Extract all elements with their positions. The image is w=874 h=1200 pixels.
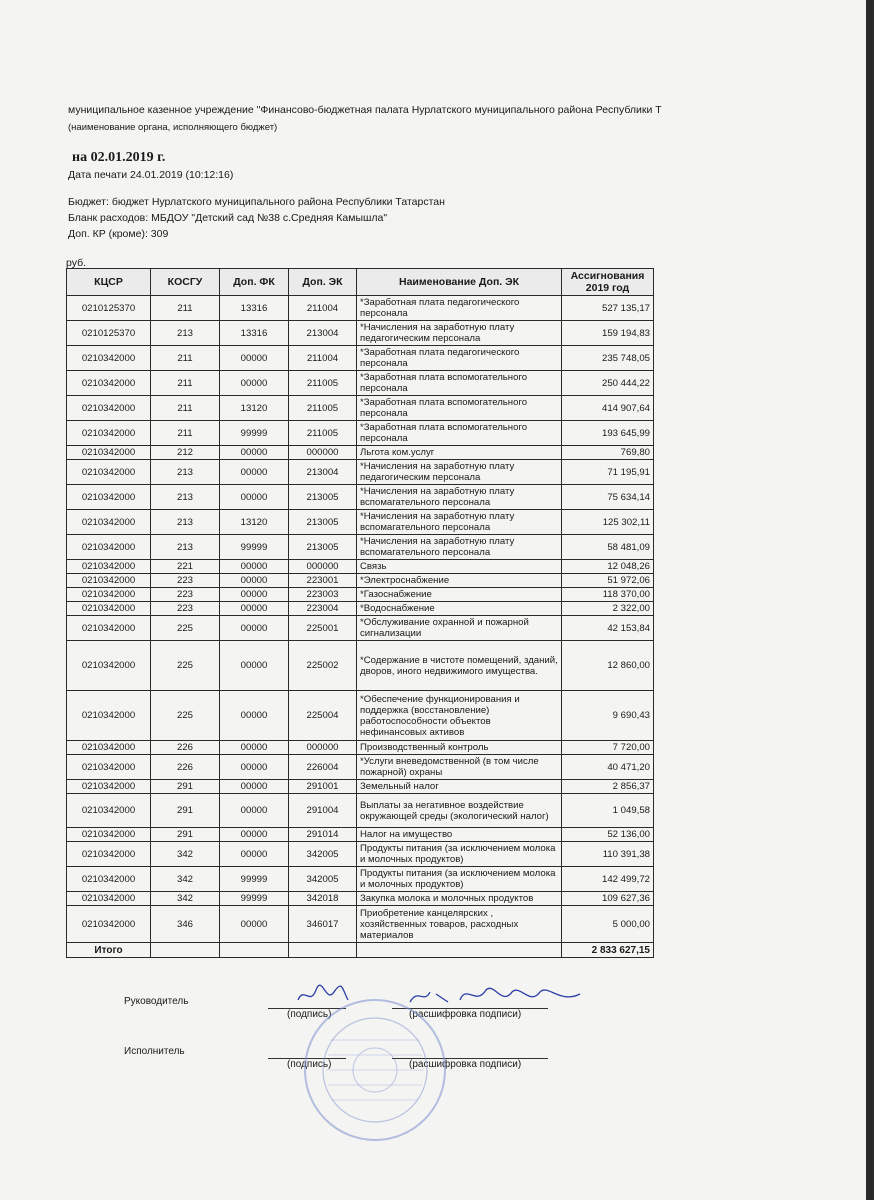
cell-kcsr: 0210342000 <box>67 842 151 867</box>
cell-kosgu: 211 <box>151 396 220 421</box>
table-row <box>67 867 654 892</box>
cell-kosgu: 213 <box>151 535 220 560</box>
cell-kosgu: 342 <box>151 842 220 867</box>
cell-dop-fk: 00000 <box>220 371 289 396</box>
cell-name: Выплаты за негативное воздействие окружающей среды (экологический налог) <box>357 794 562 828</box>
total-row <box>67 943 654 958</box>
cell-kosgu: 211 <box>151 371 220 396</box>
cell-dop-fk: 99999 <box>220 421 289 446</box>
cell-kcsr: 0210342000 <box>67 602 151 616</box>
cell-dop-ek: 291014 <box>289 828 357 842</box>
table-row <box>67 828 654 842</box>
col-kosgu: КОСГУ <box>151 269 220 296</box>
cell-dop-fk: 00000 <box>220 446 289 460</box>
table-row <box>67 321 654 346</box>
cell-kcsr: 0210342000 <box>67 560 151 574</box>
cell-dop-ek: 291004 <box>289 794 357 828</box>
cell-sum: 40 471,20 <box>562 755 654 780</box>
cell-sum: 51 972,06 <box>562 574 654 588</box>
cell-dop-fk: 13120 <box>220 396 289 421</box>
cell-sum: 58 481,09 <box>562 535 654 560</box>
cell-name: *Обеспечение функционирования и поддержка (восстановление) работоспособности объектов нефинансовых активов <box>357 691 562 741</box>
table-row <box>67 691 654 741</box>
table-row <box>67 396 654 421</box>
cell-name: *Начисления на заработную плату педагогическим персонала <box>357 321 562 346</box>
cell-dop-ek: 213004 <box>289 460 357 485</box>
table-row <box>67 574 654 588</box>
cell-name: *Заработная плата педагогического персонала <box>357 346 562 371</box>
table-row <box>67 421 654 446</box>
col-kcsr: КЦСР <box>67 269 151 296</box>
cell-name: Льгота ком.услуг <box>357 446 562 460</box>
budget-line: Бюджет: бюджет Нурлатского муниципального района Республики Татарстан <box>68 196 445 208</box>
cell-dop-ek: 213005 <box>289 535 357 560</box>
cell-sum: 52 136,00 <box>562 828 654 842</box>
table-row <box>67 535 654 560</box>
cell-name: Налог на имущество <box>357 828 562 842</box>
cell-sum: 71 195,91 <box>562 460 654 485</box>
executor-label: Исполнитель <box>124 1046 185 1057</box>
cell-dop-ek: 211004 <box>289 296 357 321</box>
cell-dop-fk: 00000 <box>220 560 289 574</box>
cell-kosgu: 211 <box>151 421 220 446</box>
table-row <box>67 780 654 794</box>
cell-dop-fk: 00000 <box>220 755 289 780</box>
cell-dop-ek: 213005 <box>289 485 357 510</box>
cell-dop-fk: 00000 <box>220 691 289 741</box>
cell-dop-fk: 13120 <box>220 510 289 535</box>
table-row <box>67 460 654 485</box>
col-dop-fk: Доп. ФК <box>220 269 289 296</box>
table-row <box>67 892 654 906</box>
table-row <box>67 485 654 510</box>
cell-kcsr: 0210342000 <box>67 906 151 943</box>
cell-dop-ek: 342018 <box>289 892 357 906</box>
cell-sum: 142 499,72 <box>562 867 654 892</box>
cell-name: *Услуги вневедомственной (в том числе пожарной) охраны <box>357 755 562 780</box>
cell-sum: 193 645,99 <box>562 421 654 446</box>
organization-caption: (наименование органа, исполняющего бюджет) <box>68 122 278 133</box>
cell-kcsr: 0210342000 <box>67 510 151 535</box>
cell-dop-fk: 00000 <box>220 828 289 842</box>
cell-dop-ek: 291001 <box>289 780 357 794</box>
cell-dop-fk: 00000 <box>220 588 289 602</box>
cell-dop-ek: 000000 <box>289 560 357 574</box>
print-date: Дата печати 24.01.2019 (10:12:16) <box>68 169 234 181</box>
cell-dop-ek: 226004 <box>289 755 357 780</box>
cell-name: *Начисления на заработную плату вспомагательного персонала <box>357 535 562 560</box>
cell-kosgu: 213 <box>151 460 220 485</box>
cell-sum: 1 049,58 <box>562 794 654 828</box>
cell-dop-ek: 000000 <box>289 741 357 755</box>
col-name: Наименование Доп. ЭК <box>357 269 562 296</box>
cell-sum: 125 302,11 <box>562 510 654 535</box>
cell-dop-ek: 225001 <box>289 616 357 641</box>
cell-dop-fk: 00000 <box>220 780 289 794</box>
table-header-row <box>67 269 654 296</box>
dop-kr-line: Доп. КР (кроме): 309 <box>68 228 169 240</box>
cell-dop-ek: 000000 <box>289 446 357 460</box>
cell-sum: 12 860,00 <box>562 641 654 691</box>
cell-kcsr: 0210342000 <box>67 346 151 371</box>
cell-kosgu: 212 <box>151 446 220 460</box>
table-row <box>67 616 654 641</box>
col-sum: Ассигнования 2019 год <box>562 269 654 296</box>
cell-sum: 769,80 <box>562 446 654 460</box>
cell-kosgu: 223 <box>151 574 220 588</box>
cell-name: *Обслуживание охранной и пожарной сигнализации <box>357 616 562 641</box>
cell-kcsr: 0210342000 <box>67 828 151 842</box>
cell-dop-ek: 346017 <box>289 906 357 943</box>
cell-name: Продукты питания (за исключением молока и молочных продуктов) <box>357 842 562 867</box>
cell-sum: 527 135,17 <box>562 296 654 321</box>
cell-kosgu: 291 <box>151 828 220 842</box>
cell-kosgu: 225 <box>151 616 220 641</box>
cell-dop-ek: 211004 <box>289 346 357 371</box>
cell-kosgu: 211 <box>151 346 220 371</box>
cell-kcsr: 0210342000 <box>67 421 151 446</box>
table-row <box>67 906 654 943</box>
cell-dop-fk: 00000 <box>220 641 289 691</box>
cell-kcsr: 0210342000 <box>67 588 151 602</box>
cell-kcsr: 0210342000 <box>67 867 151 892</box>
round-stamp <box>300 995 450 1145</box>
table-row <box>67 602 654 616</box>
cell-dop-fk: 00000 <box>220 602 289 616</box>
head-label: Руководитель <box>124 996 189 1007</box>
head-sign-caption: (подпись) <box>287 1009 332 1020</box>
cell-sum: 109 627,36 <box>562 892 654 906</box>
cell-kcsr: 0210342000 <box>67 485 151 510</box>
cell-sum: 110 391,38 <box>562 842 654 867</box>
table-row <box>67 446 654 460</box>
cell-dop-fk: 00000 <box>220 574 289 588</box>
cell-dop-ek: 342005 <box>289 867 357 892</box>
cell-name: Закупка молока и молочных продуктов <box>357 892 562 906</box>
cell-dop-fk: 00000 <box>220 460 289 485</box>
cell-kcsr: 0210342000 <box>67 641 151 691</box>
cell-sum: 2 856,37 <box>562 780 654 794</box>
cell-sum: 7 720,00 <box>562 741 654 755</box>
cell-kcsr: 0210342000 <box>67 616 151 641</box>
table-row <box>67 588 654 602</box>
cell-kcsr: 0210342000 <box>67 460 151 485</box>
cell-kosgu: 213 <box>151 321 220 346</box>
cell-sum: 250 444,22 <box>562 371 654 396</box>
cell-name: *Электроснабжение <box>357 574 562 588</box>
cell-dop-fk: 00000 <box>220 842 289 867</box>
cell-dop-ek: 211005 <box>289 371 357 396</box>
cell-dop-ek: 225004 <box>289 691 357 741</box>
table-row <box>67 560 654 574</box>
cell-name: *Заработная плата вспомогательного персонала <box>357 371 562 396</box>
cell-dop-ek: 223003 <box>289 588 357 602</box>
cell-kosgu: 342 <box>151 867 220 892</box>
cell-dop-fk: 00000 <box>220 485 289 510</box>
cell-dop-ek: 213004 <box>289 321 357 346</box>
cell-kosgu: 213 <box>151 485 220 510</box>
cell-kosgu: 291 <box>151 794 220 828</box>
cell-kcsr: 0210342000 <box>67 794 151 828</box>
executor-decode-caption: (расшифровка подписи) <box>409 1059 522 1070</box>
cell-name: Производственный контроль <box>357 741 562 755</box>
cell-dop-fk: 00000 <box>220 346 289 371</box>
cell-kosgu: 213 <box>151 510 220 535</box>
total-label: Итого <box>67 943 151 958</box>
cell-sum: 9 690,43 <box>562 691 654 741</box>
cell-kcsr: 0210342000 <box>67 396 151 421</box>
cell-kosgu: 221 <box>151 560 220 574</box>
cell-kosgu: 223 <box>151 588 220 602</box>
table-row <box>67 842 654 867</box>
organization-name: муниципальное казенное учреждение "Финансово-бюджетная палата Нурлатского муниципального района Республики Т <box>68 104 662 116</box>
cell-dop-ek: 211005 <box>289 396 357 421</box>
cell-kosgu: 211 <box>151 296 220 321</box>
table-row <box>67 371 654 396</box>
cell-sum: 414 907,64 <box>562 396 654 421</box>
head-decode-caption: (расшифровка подписи) <box>409 1009 522 1020</box>
table-row <box>67 510 654 535</box>
cell-name: Приобретение канцелярских , хозяйственных товаров, расходных материалов <box>357 906 562 943</box>
cell-kcsr: 0210342000 <box>67 780 151 794</box>
cell-dop-ek: 342005 <box>289 842 357 867</box>
expense-form-line: Бланк расходов: МБДОУ "Детский сад №38 с.Средняя Камышла" <box>68 212 388 224</box>
cell-kosgu: 225 <box>151 691 220 741</box>
cell-dop-ek: 225002 <box>289 641 357 691</box>
cell-kcsr: 0210342000 <box>67 574 151 588</box>
cell-kosgu: 291 <box>151 780 220 794</box>
cell-name: *Заработная плата вспомогательного персонала <box>357 396 562 421</box>
cell-name: *Начисления на заработную плату вспомагательного персонала <box>357 485 562 510</box>
report-date: на 02.01.2019 г. <box>72 150 166 165</box>
cell-kcsr: 0210342000 <box>67 755 151 780</box>
cell-kcsr: 0210342000 <box>67 741 151 755</box>
currency-label: руб. <box>66 257 87 269</box>
cell-dop-fk: 99999 <box>220 535 289 560</box>
cell-kosgu: 342 <box>151 892 220 906</box>
scan-edge <box>866 0 874 1200</box>
cell-name: Земельный налог <box>357 780 562 794</box>
cell-sum: 5 000,00 <box>562 906 654 943</box>
cell-dop-fk: 00000 <box>220 906 289 943</box>
cell-kosgu: 346 <box>151 906 220 943</box>
cell-dop-ek: 211005 <box>289 421 357 446</box>
cell-sum: 2 322,00 <box>562 602 654 616</box>
cell-dop-fk: 99999 <box>220 867 289 892</box>
cell-kcsr: 0210342000 <box>67 691 151 741</box>
cell-sum: 42 153,84 <box>562 616 654 641</box>
cell-kcsr: 0210342000 <box>67 446 151 460</box>
cell-kcsr: 0210342000 <box>67 892 151 906</box>
cell-name: *Газоснабжение <box>357 588 562 602</box>
cell-kcsr: 0210125370 <box>67 296 151 321</box>
cell-name: *Водоснабжение <box>357 602 562 616</box>
cell-kosgu: 226 <box>151 741 220 755</box>
cell-name: *Заработная плата педагогического персонала <box>357 296 562 321</box>
cell-dop-fk: 99999 <box>220 892 289 906</box>
cell-name: *Заработная плата вспомогательного персонала <box>357 421 562 446</box>
cell-dop-fk: 13316 <box>220 296 289 321</box>
table-row <box>67 755 654 780</box>
table-row <box>67 296 654 321</box>
table-row <box>67 741 654 755</box>
cell-sum: 75 634,14 <box>562 485 654 510</box>
cell-sum: 12 048,26 <box>562 560 654 574</box>
cell-kosgu: 223 <box>151 602 220 616</box>
table-row <box>67 641 654 691</box>
cell-name: *Содержание в чистоте помещений, зданий, дворов, иного недвижимого имущества. <box>357 641 562 691</box>
cell-dop-fk: 00000 <box>220 794 289 828</box>
cell-dop-fk: 00000 <box>220 616 289 641</box>
cell-sum: 159 194,83 <box>562 321 654 346</box>
cell-kcsr: 0210125370 <box>67 321 151 346</box>
cell-name: *Начисления на заработную плату вспомагательного персонала <box>357 510 562 535</box>
col-dop-ek: Доп. ЭК <box>289 269 357 296</box>
cell-dop-fk: 00000 <box>220 741 289 755</box>
cell-dop-fk: 13316 <box>220 321 289 346</box>
cell-kosgu: 226 <box>151 755 220 780</box>
cell-sum: 235 748,05 <box>562 346 654 371</box>
cell-kosgu: 225 <box>151 641 220 691</box>
cell-sum: 118 370,00 <box>562 588 654 602</box>
allocations-table <box>66 268 654 958</box>
table-row <box>67 346 654 371</box>
cell-dop-ek: 223001 <box>289 574 357 588</box>
table-row <box>67 794 654 828</box>
cell-kcsr: 0210342000 <box>67 535 151 560</box>
cell-kcsr: 0210342000 <box>67 371 151 396</box>
cell-name: *Начисления на заработную плату педагогическим персонала <box>357 460 562 485</box>
cell-name: Продукты питания (за исключением молока и молочных продуктов) <box>357 867 562 892</box>
total-sum: 2 833 627,15 <box>562 943 654 958</box>
cell-name: Связь <box>357 560 562 574</box>
cell-dop-ek: 213005 <box>289 510 357 535</box>
executor-sign-caption: (подпись) <box>287 1059 332 1070</box>
cell-dop-ek: 223004 <box>289 602 357 616</box>
